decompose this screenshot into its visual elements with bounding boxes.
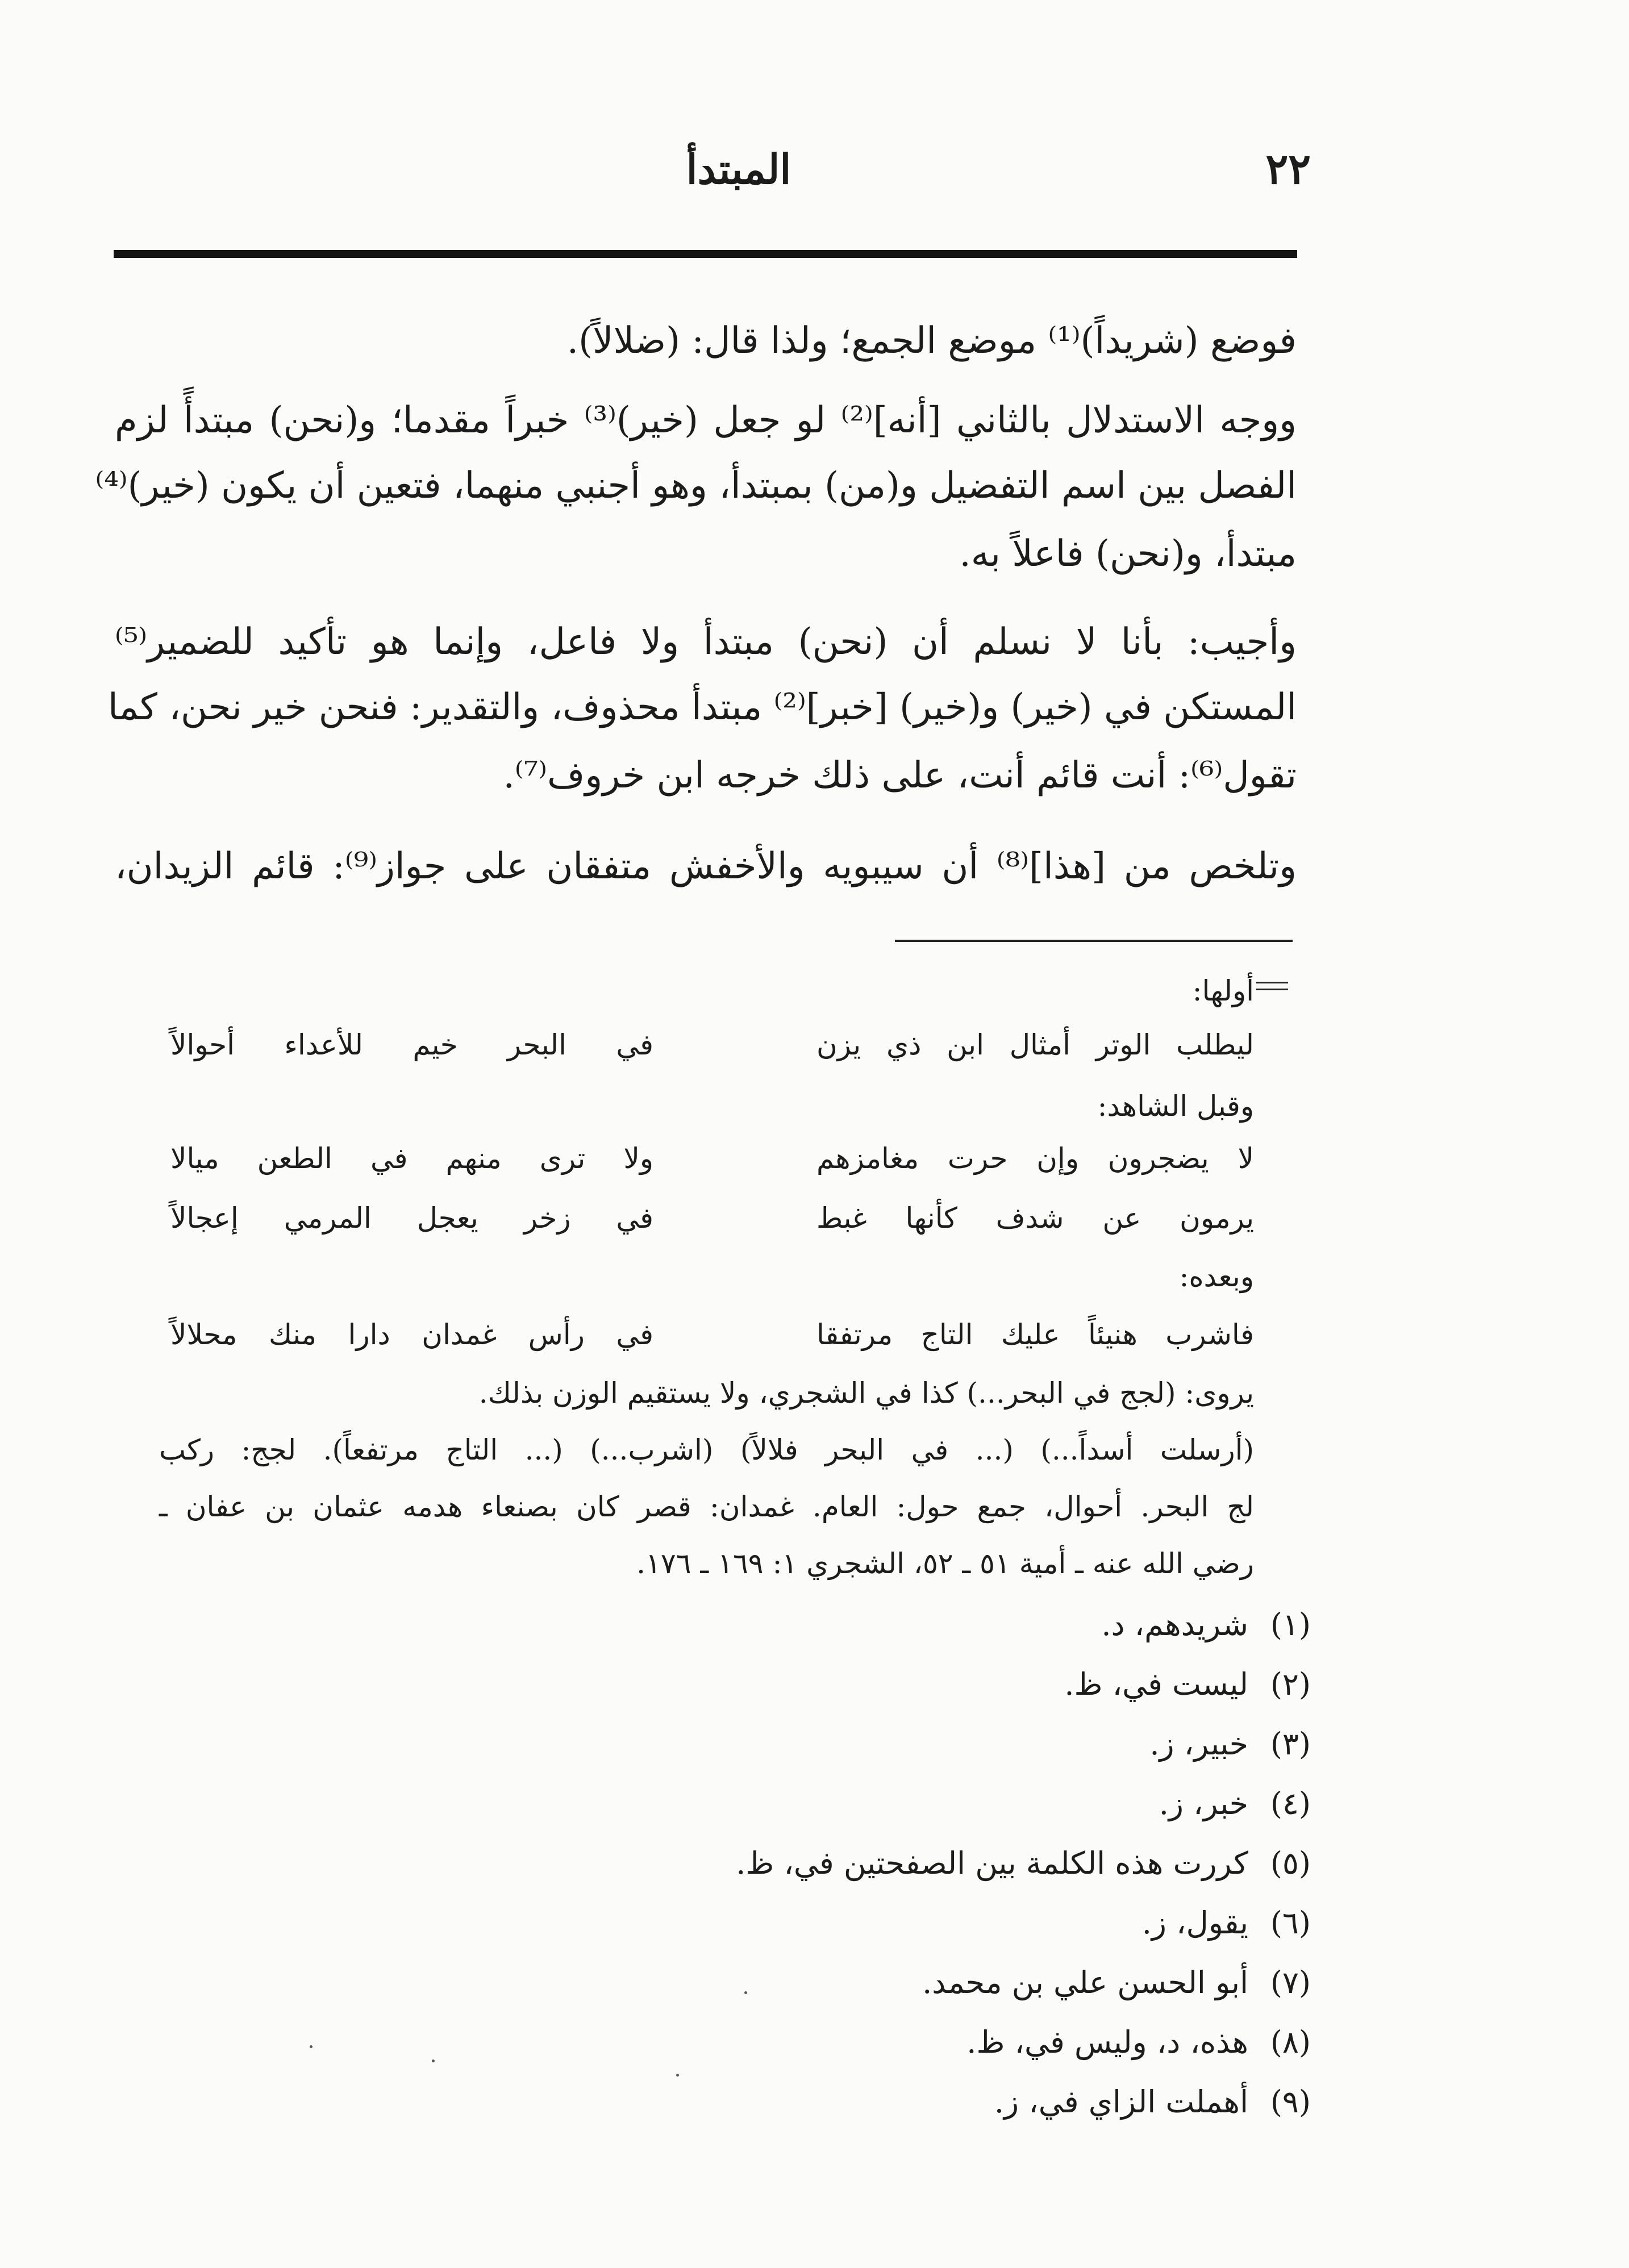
note-label: وقبل الشاهد: (1097, 1090, 1254, 1123)
footnote-text: أبو الحسن علي بن محمد. (922, 1965, 1248, 2000)
footnote-text: شريدهم، د. (1101, 1607, 1248, 1642)
footnote-number: (٦) (1270, 1905, 1311, 1941)
footnote-text: أهملت الزاي في، ز. (994, 2084, 1248, 2120)
scan-speck (676, 2074, 679, 2077)
footnote-number: (٣) (1270, 1726, 1311, 1762)
main-text-line: وأجيب: بأنا لا نسلم أن (نحن) مبتدأ ولا فاعل، وإنما هو تأكيد للضمير⁽⁵⁾ (115, 621, 1297, 663)
footnote-number: (٢) (1270, 1666, 1311, 1702)
verse-hemistich: في رأس غمدان دارا منك محلالاً (170, 1318, 653, 1351)
note-line: رضي الله عنه ـ أمية ٥١ ـ ٥٢، الشجري ١: ١٦٩ ـ ١٧٦. (636, 1547, 1254, 1580)
footnote-number: (٨) (1270, 2024, 1311, 2060)
verse-hemistich: فاشرب هنيئاً عليك التاج مرتفقا (816, 1318, 1254, 1351)
footnote-item (1101, 1605, 1311, 1645)
footnote-item (1149, 1724, 1311, 1764)
footnote-item (922, 1963, 1311, 2003)
footnote-item (994, 2082, 1311, 2122)
main-text-line: مبتدأ، و(نحن) فاعلاً به. (959, 533, 1297, 575)
verse-hemistich: ليطلب الوتر أمثال ابن ذي يزن (816, 1028, 1254, 1061)
running-title: المبتدأ (686, 145, 791, 193)
footnote-text: ليست في، ظ. (1064, 1666, 1248, 1702)
main-text-line: ووجه الاستدلال بالثاني [أنه]⁽²⁾ لو جعل (خير)⁽³⁾ خبراً مقدما؛ و(نحن) مبتدأً لزم (115, 399, 1297, 441)
footnote-item (1142, 1903, 1311, 1943)
footnote-text: هذه، د، وليس في، ظ. (966, 2024, 1248, 2060)
footnote-text: كررت هذه الكلمة بين الصفحتين في، ظ. (736, 1845, 1248, 1881)
footnote-item (1159, 1784, 1311, 1824)
footnote-number: (٤) (1270, 1786, 1311, 1821)
main-text-line: وتلخص من [هذا]⁽⁸⁾ أن سيبويه والأخفش متفقان على جواز⁽⁹⁾: قائم الزيدان، (115, 845, 1297, 887)
verse-hemistich: ولا ترى منهم في الطعن ميالا (170, 1142, 653, 1175)
note-line: يروى: (لجج في البحر...) كذا في الشجري، ولا يستقيم الوزن بذلك. (478, 1377, 1254, 1410)
main-text-line: المستكن في (خير) و(خير) [خبر]⁽²⁾ مبتدأ محذوف، والتقدير: فنحن خير نحن، كما (108, 686, 1297, 728)
verse-hemistich: يرمون عن شدف كأنها غبط (816, 1202, 1254, 1235)
footnote-separator (895, 940, 1293, 942)
footnote-number: (١) (1270, 1607, 1311, 1642)
header-rule (114, 250, 1297, 258)
main-text-line: الفصل بين اسم التفضيل و(من) بمبتدأ، وهو أجنبي منهما، فتعين أن يكون (خير)⁽⁴⁾ (95, 465, 1297, 507)
footnote-item (736, 1844, 1311, 1883)
verse-hemistich: في زخر يعجل المرمي إعجالاً (170, 1202, 653, 1235)
footnote-number: (٧) (1270, 1965, 1311, 2000)
footnote-text: يقول، ز. (1141, 1905, 1248, 1941)
note-intro: أولها: (1192, 974, 1254, 1007)
scan-speck (310, 2045, 313, 2048)
continuation-marker (1256, 982, 1288, 995)
scan-speck (744, 1991, 747, 1994)
main-text-line: فوضع (شريداً)⁽¹⁾ موضع الجمع؛ ولذا قال: (ضلالاً). (566, 320, 1297, 362)
footnote-text: خبر، ز. (1159, 1786, 1248, 1821)
footnote-number: (٥) (1270, 1845, 1311, 1881)
footnote-item (966, 2023, 1311, 2062)
verse-hemistich: في البحر خيم للأعداء أحوالاً (170, 1028, 653, 1061)
page-number: ٢٢ (1265, 145, 1311, 194)
note-line: (أرسلت أسداً...) (... في البحر فلالاً) (اشرب...) (... التاج مرتفعاً). لجج: ركب (159, 1433, 1254, 1466)
note-label: وبعده: (1179, 1260, 1254, 1293)
footnote-text: خبير، ز. (1149, 1726, 1248, 1762)
verse-hemistich: لا يضجرون وإن حرت مغامزهم (816, 1142, 1254, 1175)
note-line: لج البحر. أحوال، جمع حول: العام. غمدان: قصر كان بصنعاء هدمه عثمان بن عفان ـ (159, 1490, 1254, 1523)
footnote-number: (٩) (1270, 2084, 1311, 2120)
footnote-item (1064, 1665, 1311, 1704)
main-text-line: تقول⁽⁶⁾: أنت قائم أنت، على ذلك خرجه ابن خروف⁽⁷⁾. (503, 754, 1297, 797)
scan-speck (432, 2059, 435, 2062)
